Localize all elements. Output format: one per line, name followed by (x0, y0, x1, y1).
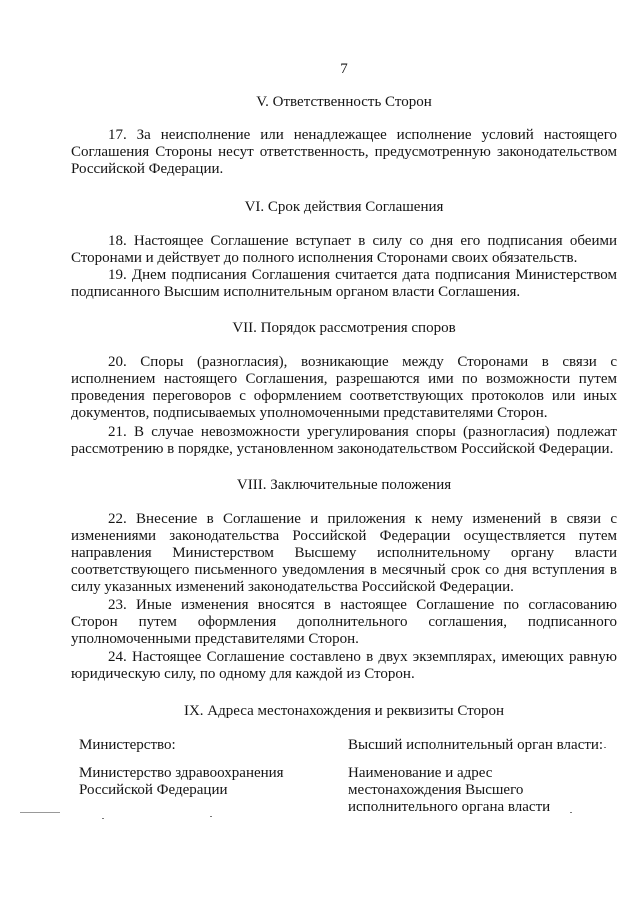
regional-authority-label: Высший исполнительный орган власти: (348, 737, 604, 753)
ministry-name-line-2: Российской Федерации (79, 782, 228, 798)
paragraph-23: 23. Иные изменения вносятся в настоящее Соглашение по согласованию Сторон путем оформления дополнительного соглашения, подписанного уполномоченными представителями Сторон. (71, 597, 617, 647)
regional-authority-name-line-2: местонахождения Высшего (348, 782, 524, 798)
scan-artifact (20, 812, 60, 813)
paragraph-19: 19. Днем подписания Соглашения считается дата подписания Министерством подписанного Высшим исполнительным органом власти Соглашения. (71, 267, 617, 300)
page-number: 7 (340, 61, 348, 77)
paragraph-17: 17. За неисполнение или ненадлежащее исполнение условий настоящего Соглашения Стороны несут ответственность, предусмотренную законодательством Российской Федерации. (71, 127, 617, 177)
section-heading-vii: VII. Порядок рассмотрения споров (232, 320, 456, 336)
section-heading-viii: VIII. Заключительные положения (236, 477, 452, 493)
scan-artifact (102, 818, 104, 819)
regional-authority-name-line-3: исполнительного органа власти (348, 799, 551, 815)
section-heading-ix: IX. Адреса местонахождения и реквизиты Сторон (183, 703, 505, 719)
ministry-name-line-1: Министерство здравоохранения (79, 765, 284, 781)
scan-artifact (210, 816, 212, 817)
regional-authority-name-line-1: Наименование и адрес (348, 765, 493, 781)
paragraph-18: 18. Настоящее Соглашение вступает в силу со дня его подписания обеими Сторонами и действует до полного исполнения Сторонами своих обязательств. (71, 233, 617, 266)
paragraph-20: 20. Споры (разногласия), возникающие между Сторонами в связи с исполнением настоящего Соглашения, разрешаются ими по возможности путем проведения переговоров с оформлением соответствующих протоколов или иных документов, подписываемых уполномоченными представителями Сторон. (71, 354, 617, 421)
scan-artifact (570, 812, 572, 813)
scan-artifact (604, 747, 606, 748)
ministry-label: Министерство: (79, 737, 176, 753)
section-heading-vi: VI. Срок действия Соглашения (244, 199, 444, 215)
paragraph-22: 22. Внесение в Соглашение и приложения к нему изменений в связи с изменениями законодательства Российской Федерации осуществляется путем направления Министерством Высшему исполнительному органу власти соответствующего письменного уведомления в месячный срок со дня вступления в силу указанных изменений законодательства Российской Федерации. (71, 511, 617, 595)
paragraph-24: 24. Настоящее Соглашение составлено в двух экземплярах, имеющих равную юридическую силу, по одному для каждой из Сторон. (71, 649, 617, 682)
paragraph-21: 21. В случае невозможности урегулирования споры (разногласия) подлежат рассмотрению в порядке, установленном законодательством Российской Федерации. (71, 424, 617, 457)
section-heading-v: V. Ответственность Сторон (256, 94, 432, 110)
